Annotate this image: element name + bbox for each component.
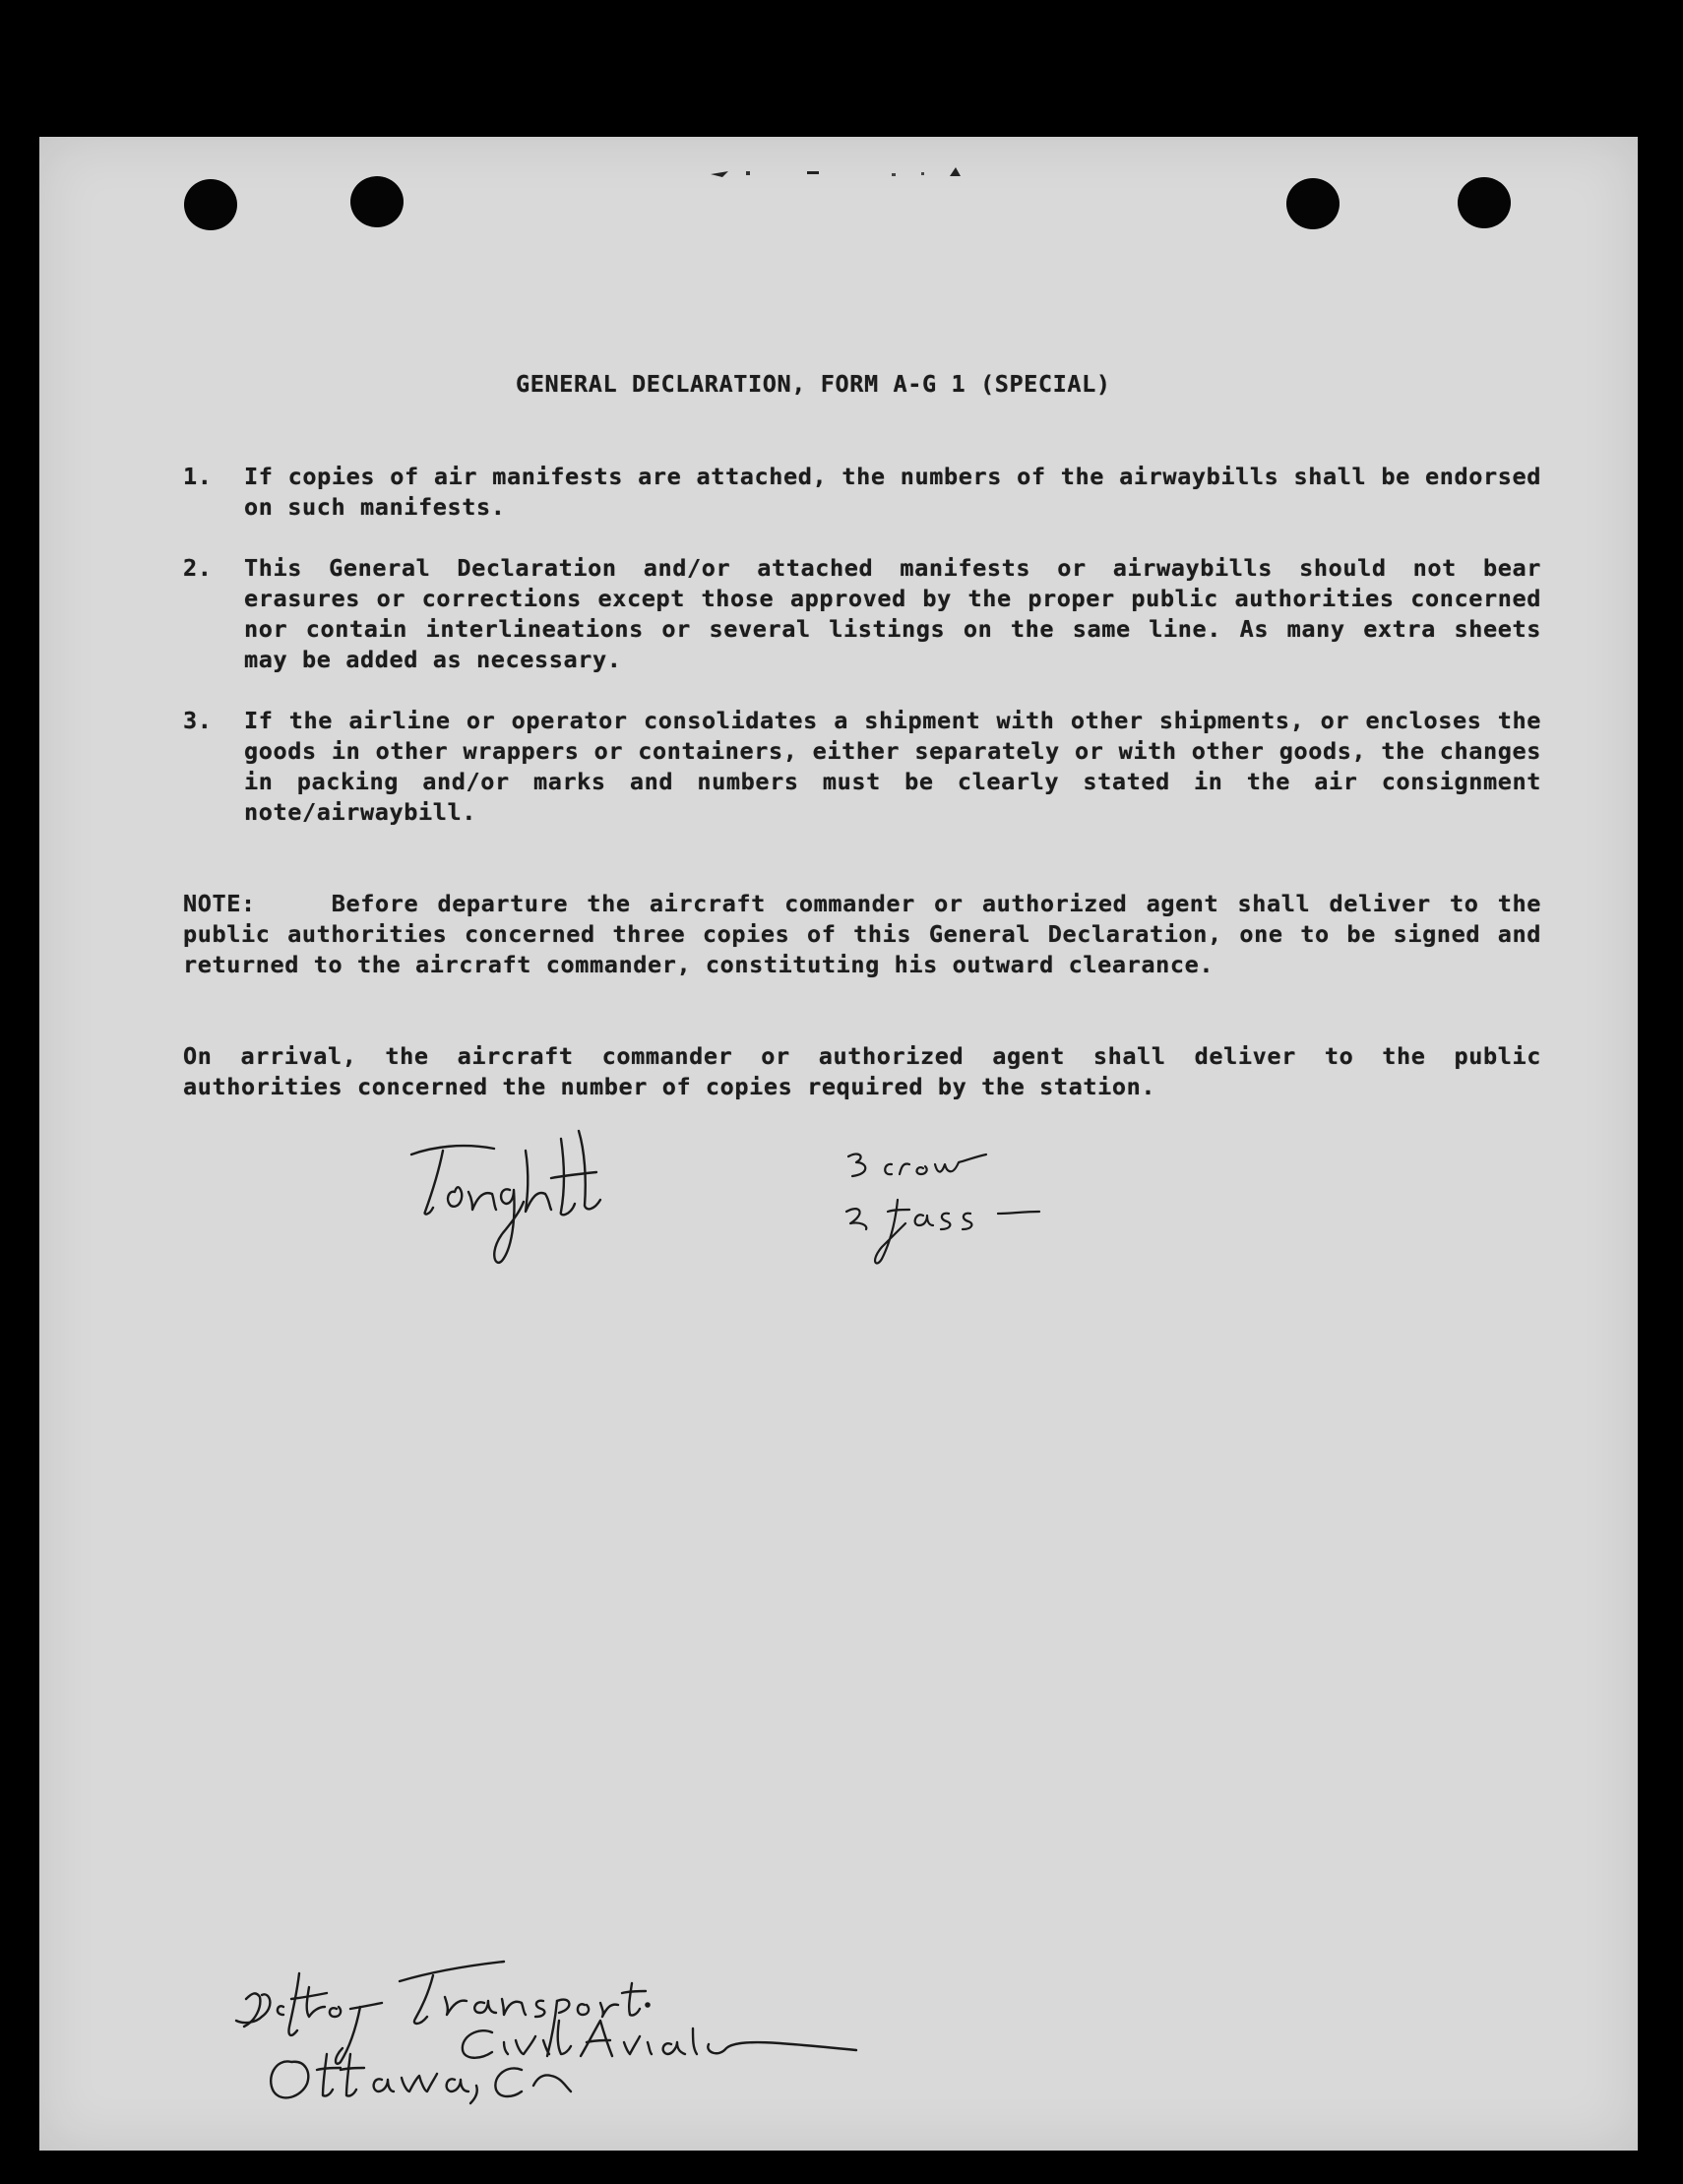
instruction-item-3 [183, 706, 1541, 828]
handwritten-note-crew-pass [827, 1141, 1142, 1279]
item-text: This General Declaration and/or attached manifests or airwaybills should not bear erasures or corrections except those approved by the proper public authorities concerned nor contain interlineations or several listings on the same line. As many extra sheets may be added as necessary. [244, 554, 1541, 673]
arrival-paragraph: On arrival, the aircraft commander or authorized agent shall deliver to the public authorities concerned the number of copies required by the station. [183, 1042, 1541, 1100]
handwritten-address [226, 1948, 876, 2115]
item-text: If copies of air manifests are attached, the numbers of the airwaybills shall be endorsed on such manifests. [244, 463, 1541, 521]
punch-hole [184, 179, 237, 230]
punch-hole [1286, 178, 1340, 229]
instruction-item-1 [183, 462, 1541, 523]
item-number: 3. [183, 707, 213, 734]
document-page [39, 137, 1638, 2151]
item-number: 1. [183, 463, 213, 490]
instruction-item-2 [183, 553, 1541, 675]
punch-hole [350, 176, 404, 227]
punch-hole [1458, 177, 1511, 228]
document-title: GENERAL DECLARATION, FORM A-G 1 (SPECIAL) [516, 370, 1111, 398]
item-number: 2. [183, 554, 213, 582]
item-text: If the airline or operator consolidates a shipment with other shipments, or encloses the goods in other wrappers or containers, either separately or with other goods, the changes in packing and/or marks and numbers must be clearly stated in the air consignment note/airwaybill. [244, 707, 1541, 826]
note-paragraph: NOTE: Before departure the aircraft commander or authorized agent shall deliver to the public authorities concerned three copies of this General Declaration, one to be signed and returned to the aircraft commander, constituting his outward clearance. [183, 890, 1556, 978]
handwritten-note-tonight [404, 1121, 659, 1269]
top-edge-marks [669, 162, 1063, 182]
